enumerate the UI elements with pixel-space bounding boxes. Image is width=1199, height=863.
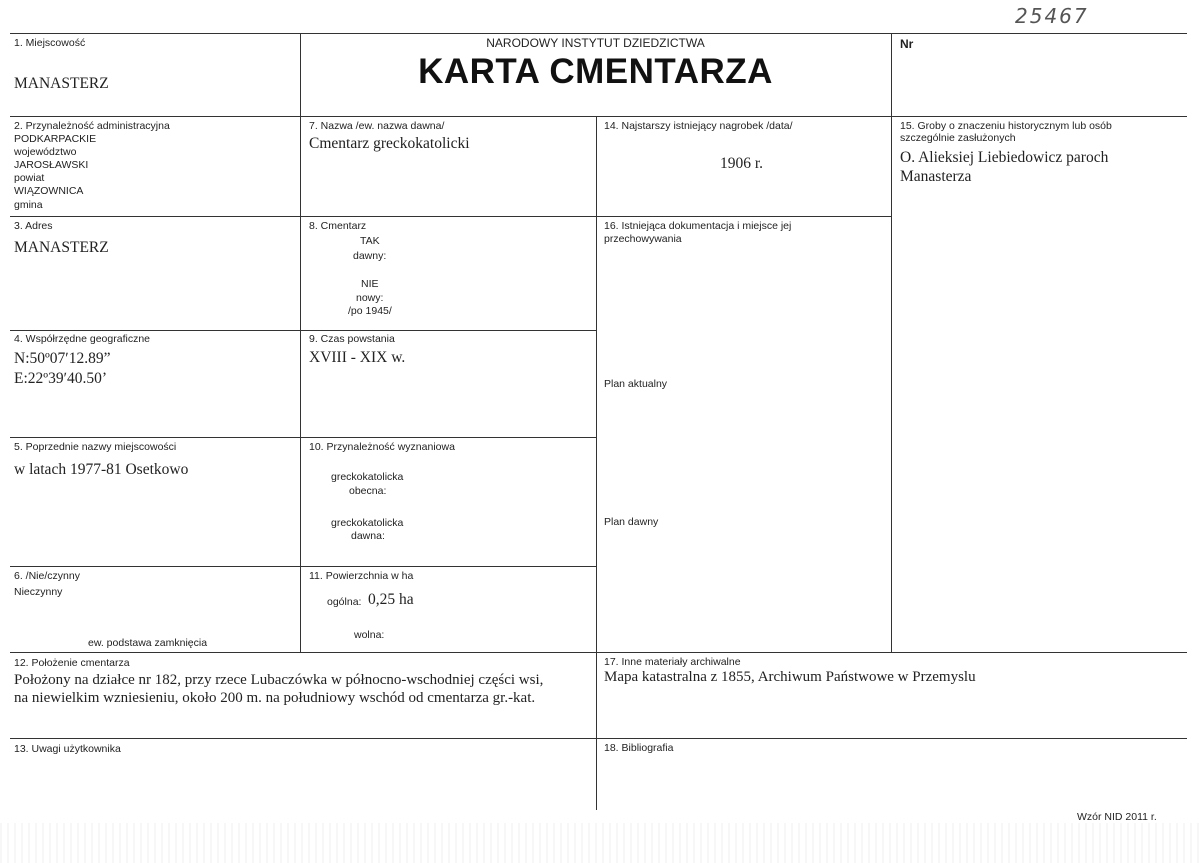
document-title: KARTA CMENTARZA	[418, 52, 773, 91]
plan-former-label: Plan dawny	[604, 516, 659, 528]
field-10-label: 10. Przynależność wyznaniowa	[309, 441, 455, 453]
commune-label: gmina	[14, 199, 43, 211]
rule-row-4	[10, 437, 596, 438]
field-5-value: w latach 1977-81 Osetkowo	[14, 461, 189, 478]
rule-row-3	[10, 330, 596, 331]
field-14-label: 14. Najstarszy istniejący nagrobek /data/	[604, 120, 793, 132]
voivodeship-label: województwo	[14, 146, 77, 158]
field-16-label-line-1: 16. Istniejąca dokumentacja i miejsce jej	[604, 220, 792, 232]
rule-row-2	[10, 216, 891, 217]
field-13-label: 13. Uwagi użytkownika	[14, 743, 121, 755]
field-6-label: 6. /Nie/czynny	[14, 570, 80, 582]
new-cemetery-note: /po 1945/	[348, 305, 392, 317]
county-value: JAROSŁAWSKI	[14, 159, 89, 171]
field-3-label: 3. Adres	[14, 220, 53, 232]
total-area-value: 0,25 ha	[368, 591, 414, 608]
rule-header-bottom	[10, 116, 1187, 117]
scan-texture	[0, 823, 1199, 863]
field-1-label: 1. Miejscowość	[14, 37, 86, 49]
field-1-value: MANASTERZ	[14, 75, 109, 92]
location-description-line-2: na niewielkim wzniesieniu, około 200 m. na południowy wschód od cmentarza gr.-kat.	[14, 690, 536, 706]
rule-top	[10, 33, 1187, 34]
field-16-label-line-2: przechowywania	[604, 233, 682, 245]
current-denomination-label: obecna:	[349, 485, 387, 497]
total-area-label: ogólna:	[327, 596, 362, 608]
field-2-label: 2. Przynależność administracyjna	[14, 120, 170, 132]
field-17-label: 17. Inne materiały archiwalne	[604, 656, 741, 668]
location-description-line-1: Położony na działce nr 182, przy rzece Lubaczówka w północno-wschodniej części wsi,	[14, 672, 544, 688]
field-9-label: 9. Czas powstania	[309, 333, 395, 345]
handwritten-number: 25467	[1015, 4, 1089, 28]
rule-col-3	[891, 33, 892, 652]
commune-value: WIĄZOWNICA	[14, 185, 84, 197]
field-7-value: Cmentarz greckokatolicki	[309, 135, 470, 152]
new-cemetery-label: nowy:	[356, 292, 384, 304]
field-9-value: XVIII - XIX w.	[309, 349, 406, 366]
field-12-label: 12. Położenie cmentarza	[14, 657, 130, 669]
field-6-value: Nieczynny	[14, 586, 63, 598]
plan-current-label: Plan aktualny	[604, 378, 668, 390]
current-denomination-value: greckokatolicka	[331, 471, 404, 483]
former-denomination-value: greckokatolicka	[331, 517, 404, 529]
county-label: powiat	[14, 172, 45, 184]
field-7-label: 7. Nazwa /ew. nazwa dawna/	[309, 120, 445, 132]
rule-row-7	[10, 738, 1187, 739]
new-cemetery-value: NIE	[361, 278, 379, 290]
old-cemetery-value: TAK	[360, 235, 380, 247]
field-15-label-line-1: 15. Groby o znaczeniu historycznym lub osób	[900, 120, 1112, 132]
field-5-label: 5. Poprzednie nazwy miejscowości	[14, 441, 177, 453]
rule-row-5	[10, 566, 596, 567]
field-18-label: 18. Bibliografia	[604, 742, 674, 754]
field-3-value: MANASTERZ	[14, 239, 109, 256]
institute-name: NARODOWY INSTYTUT DZIEDZICTWA	[486, 36, 705, 50]
field-15-value-line-1: O. Alieksiej Liebiedowicz paroch	[900, 149, 1109, 166]
field-15-label-line-2: szczególnie zasłużonych	[900, 132, 1016, 144]
closure-basis-label: ew. podstawa zamknięcia	[88, 637, 208, 649]
field-15-value-line-2: Manasterza	[900, 168, 972, 185]
field-4-label: 4. Współrzędne geograficzne	[14, 333, 150, 345]
rule-col-2	[596, 116, 597, 810]
former-denomination-label: dawna:	[351, 530, 385, 542]
rule-row-6	[10, 652, 1187, 653]
field-17-value: Mapa katastralna z 1855, Archiwum Państwowe w Przemyslu	[604, 669, 976, 685]
old-cemetery-label: dawny:	[353, 250, 387, 262]
field-11-label: 11. Powierzchnia w ha	[309, 570, 414, 582]
latitude-value: N:50º07ʹ12.89”	[14, 350, 111, 367]
record-number-label: Nr	[900, 37, 914, 51]
field-8-label: 8. Cmentarz	[309, 220, 367, 232]
free-area-label: wolna:	[354, 629, 385, 641]
form-version: Wzór NID 2011 r.	[1077, 811, 1157, 823]
voivodeship-value: PODKARPACKIE	[14, 133, 97, 145]
rule-col-1	[300, 33, 301, 652]
longitude-value: E:22º39ʹ40.50’	[14, 370, 108, 387]
field-14-value: 1906 r.	[720, 155, 764, 172]
